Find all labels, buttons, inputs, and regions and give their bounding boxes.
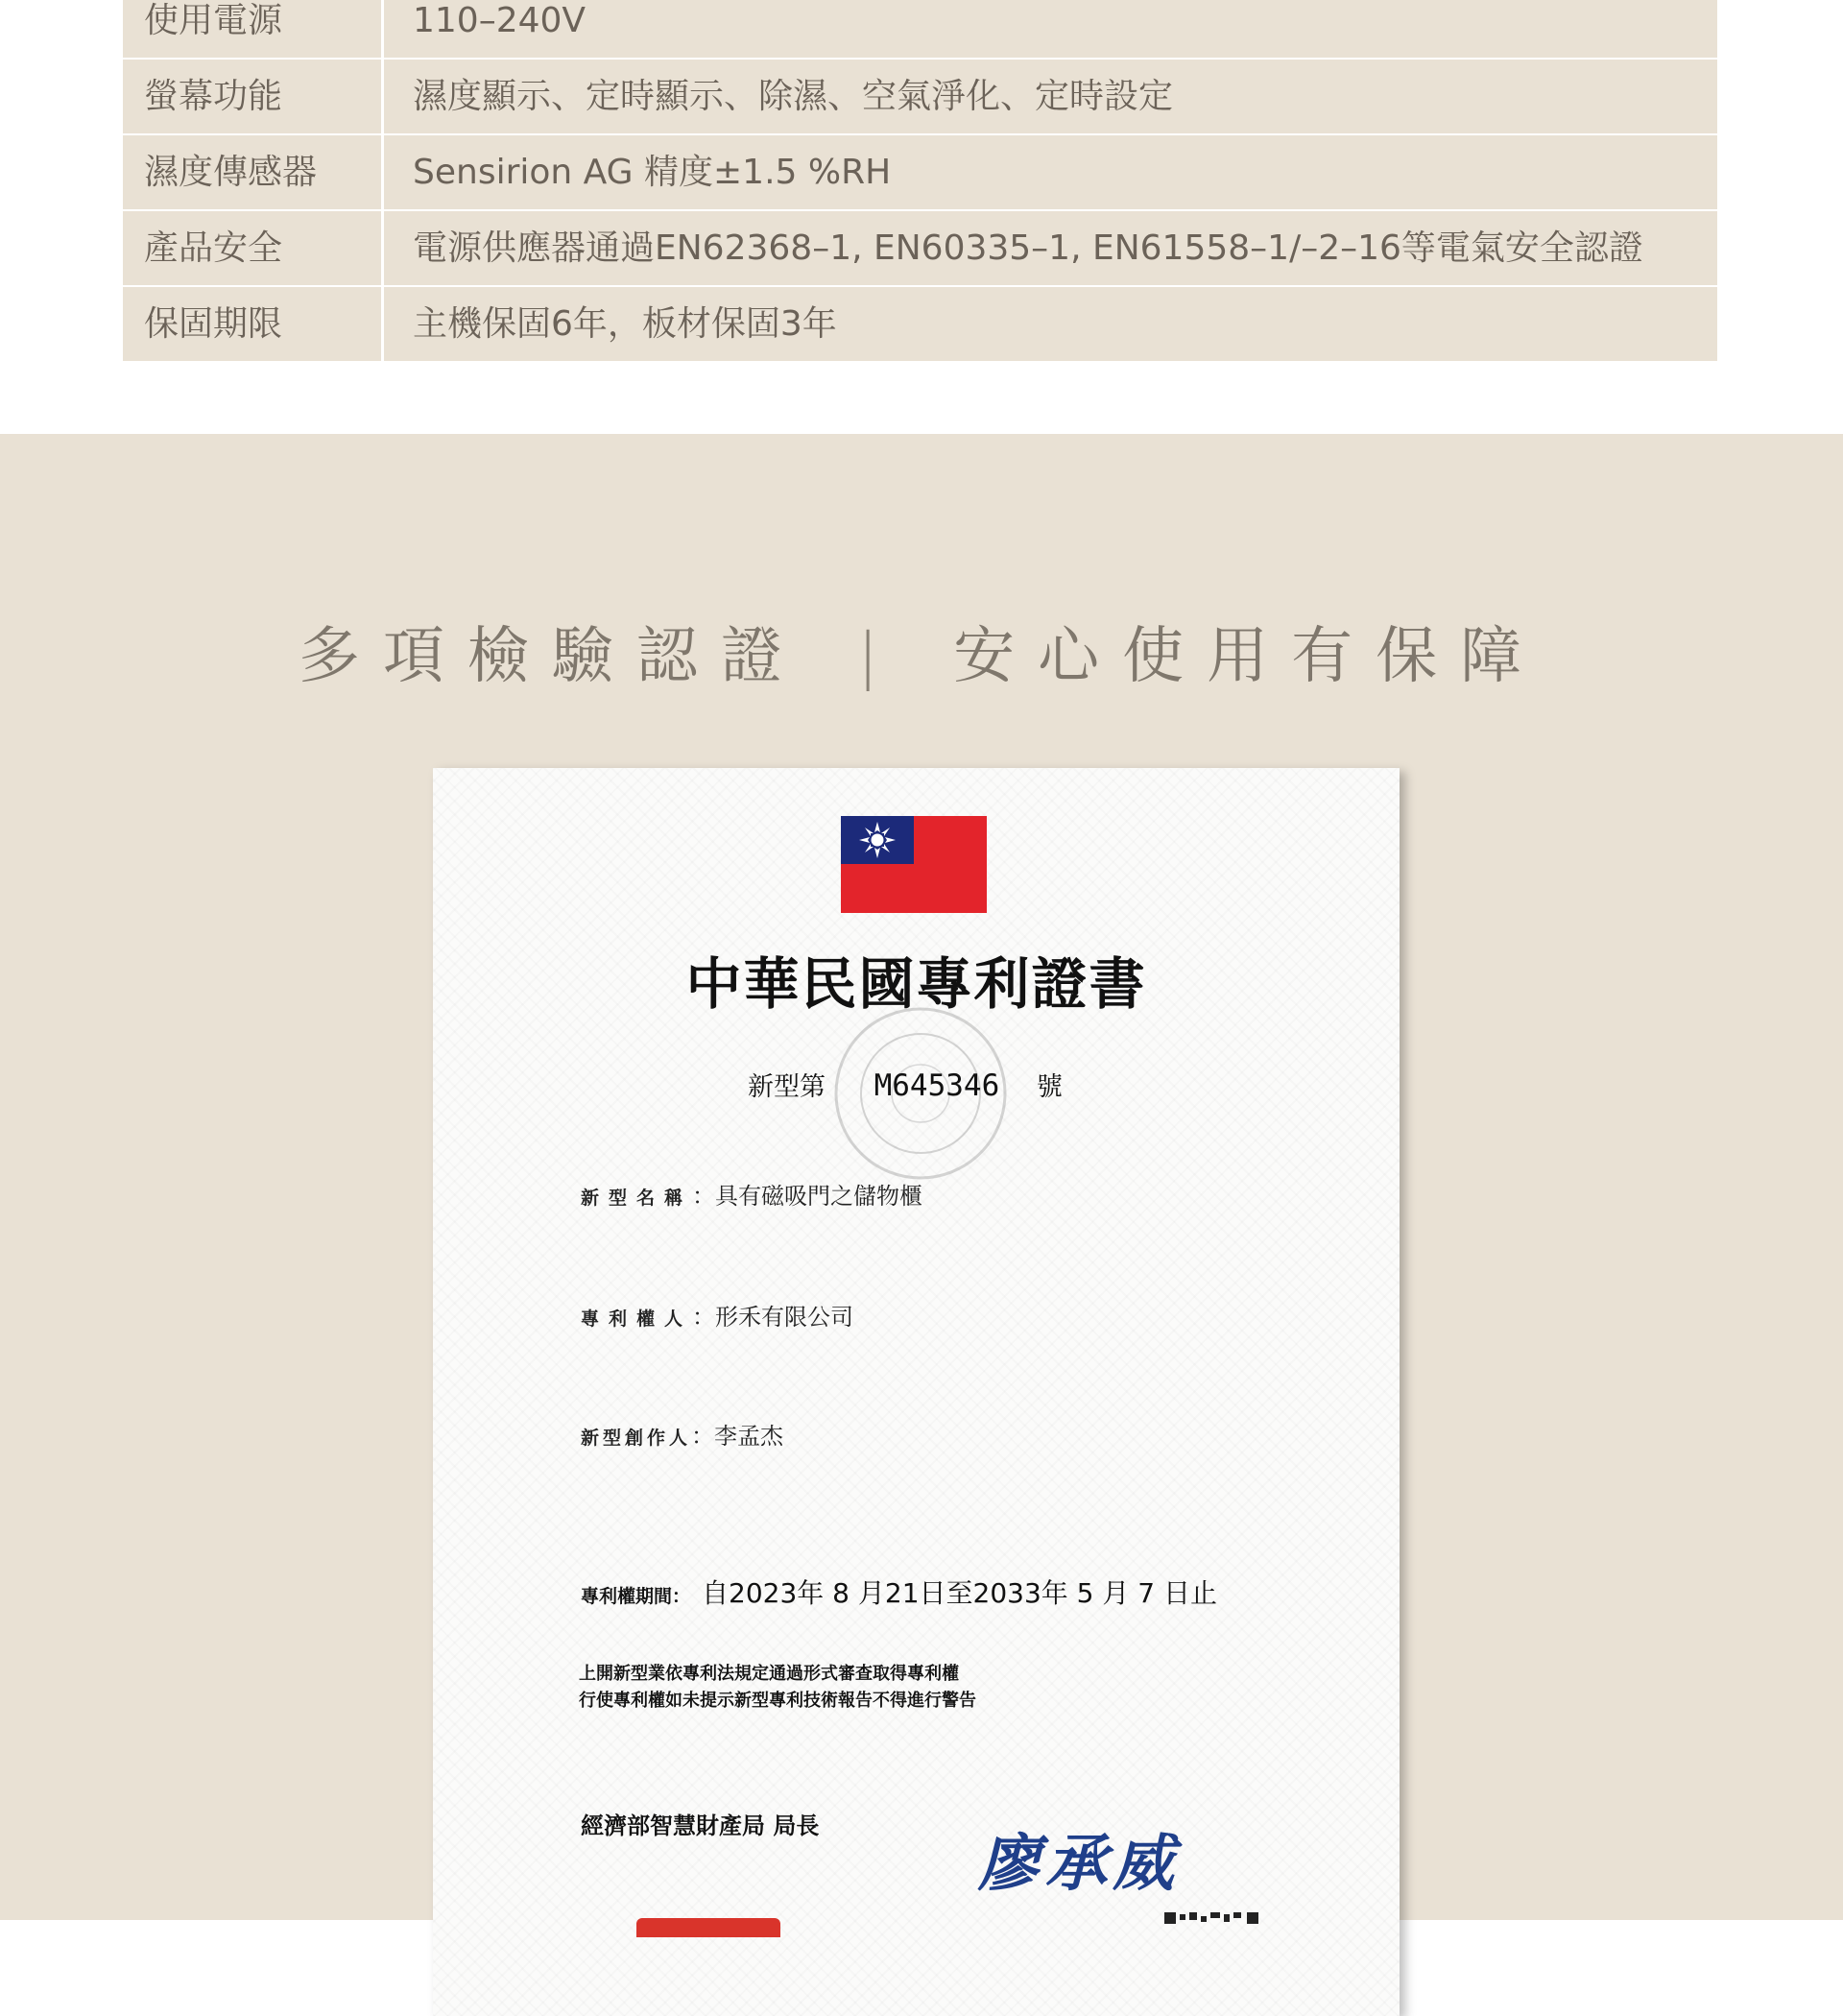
spec-value: 110–240V <box>413 1 586 40</box>
field-value: ：形禾有限公司 <box>692 1304 854 1331</box>
qr-code-icon <box>1164 1908 1260 1928</box>
period-value: 自2023年 8 月21日至2033年 5 月 7 日止 <box>702 1577 1218 1609</box>
field-value: ：具有磁吸門之儲物櫃 <box>692 1183 923 1210</box>
red-stamp-icon <box>636 1918 780 1937</box>
spec-row-screen <box>123 60 1717 133</box>
spec-value: 濕度顯示、定時顯示、除濕、空氣淨化、定時設定 <box>413 77 1174 116</box>
heading-left: 多項檢驗認證 <box>298 621 805 692</box>
field-key: 專利權人 <box>581 1308 693 1330</box>
spec-row-sensor <box>123 135 1717 209</box>
director-signature: 廖承威 <box>978 1828 1180 1900</box>
field-patentee <box>581 1298 853 1332</box>
heading-separator: | <box>857 621 901 692</box>
spec-value: 主機保固6年，板材保固3年 <box>413 304 837 344</box>
spec-table <box>123 0 1717 363</box>
patent-period <box>581 1572 1217 1611</box>
period-key: 專利權期間： <box>581 1586 691 1607</box>
spec-section <box>0 0 1843 434</box>
roc-flag-icon <box>841 816 987 913</box>
legal-notice <box>579 1661 976 1715</box>
field-model-name <box>581 1177 922 1211</box>
spec-row-safety <box>123 211 1717 285</box>
patent-number: M645346 <box>874 1068 1000 1103</box>
field-creator <box>581 1417 783 1451</box>
patent-certificate <box>433 768 1400 2016</box>
field-key: 新型創作人 <box>581 1428 692 1449</box>
spec-row-warranty <box>123 287 1717 361</box>
issuing-bureau: 經濟部智慧財產局 局長 <box>581 1812 820 1839</box>
field-value: ：李孟杰 <box>691 1423 784 1450</box>
spec-label: 濕度傳感器 <box>123 135 384 209</box>
patent-number-line <box>748 1066 1063 1103</box>
spec-value: Sensirion AG 精度±1.5 %RH <box>413 153 892 192</box>
heading-right: 安心使用有保障 <box>953 621 1545 692</box>
spec-row-power <box>123 0 1717 58</box>
notice-line: 上開新型業依專利法規定通過形式審查取得專利權 <box>579 1664 959 1684</box>
spec-label: 保固期限 <box>123 287 384 361</box>
certification-section <box>0 434 1843 1920</box>
spec-label: 螢幕功能 <box>123 60 384 133</box>
section-heading <box>0 607 1843 695</box>
field-key: 新型名稱 <box>581 1188 693 1209</box>
spec-label: 產品安全 <box>123 211 384 285</box>
spec-label: 使用電源 <box>123 0 384 58</box>
spec-value: 電源供應器通過EN62368–1, EN60335–1, EN61558–1/–2–16等電氣安全認證 <box>413 228 1643 268</box>
notice-line: 行使專利權如未提示新型專利技術報告不得進行警告 <box>579 1691 976 1711</box>
certificate-title: 中華民國專利證書 <box>685 951 1147 1017</box>
patent-number-prefix: 新型第 <box>748 1072 826 1102</box>
patent-number-suffix: 號 <box>1036 1072 1063 1102</box>
